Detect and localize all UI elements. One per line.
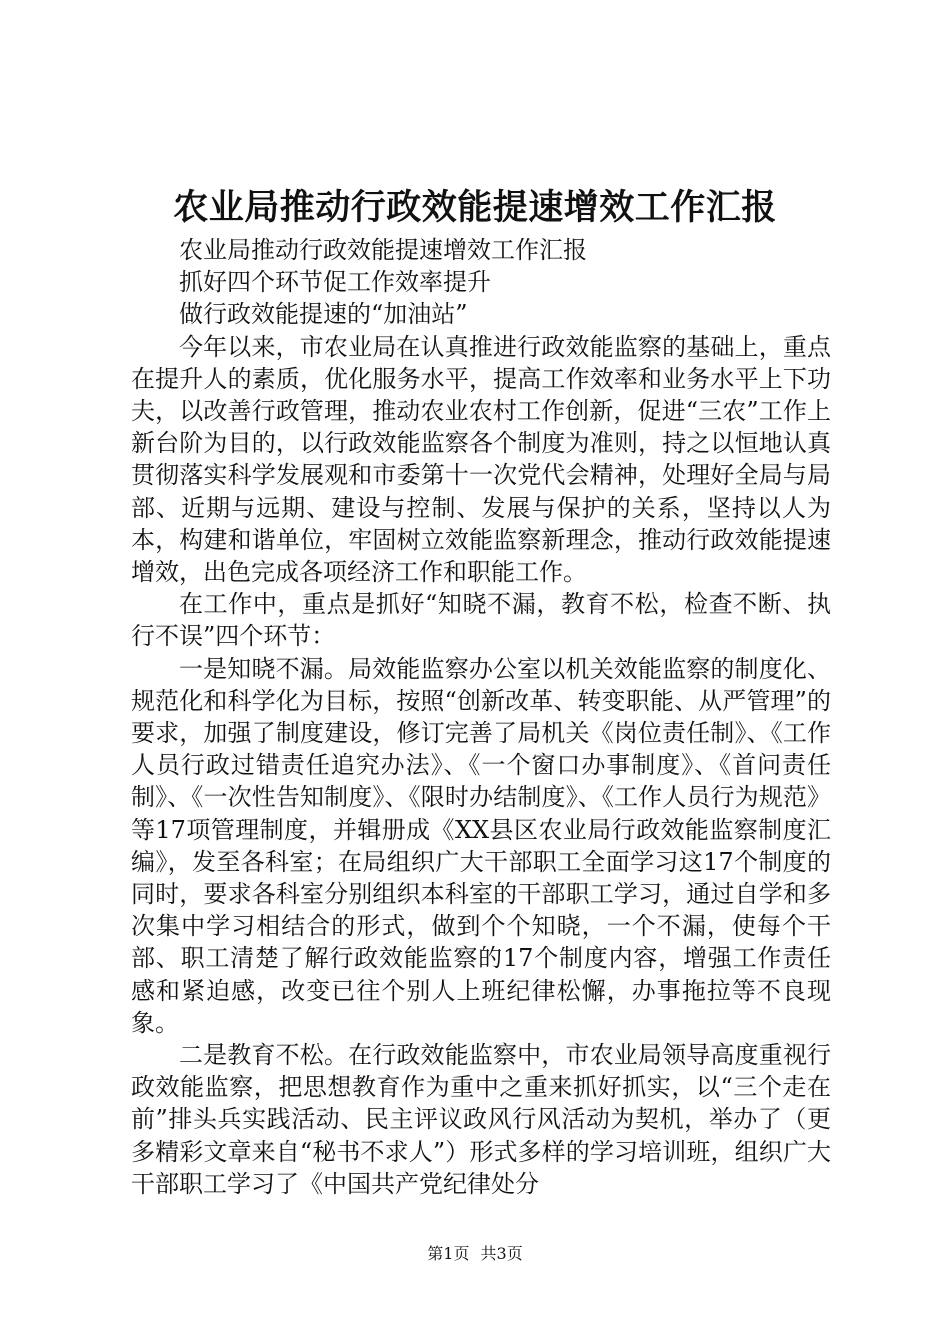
- paragraph-four-links: 在工作中，重点是抓好“知晓不漏，教育不松，检查不断、执行不误”四个环节：: [131, 590, 831, 651]
- paragraph-subtitle-1: 农业局推动行政效能提速增效工作汇报: [179, 236, 587, 264]
- document-title: 农业局推动行政效能提速增效工作汇报: [173, 187, 777, 228]
- page-total: 共3页: [480, 1244, 523, 1263]
- document-body: [131, 234, 831, 1200]
- paragraph-point-two: 二是教育不松。在行政效能监察中，市农业局领导高度重视行政效能监察，把思想教育作为重中之重来抓好抓实，以“三个走在前”排头兵实践活动、民主评议政风行风活动为契机，举办了（更多精彩文章来自“秘书不求人”）形式多样的学习培训班，组织广大干部职工学习了《中国共产党纪律处分: [131, 1041, 831, 1198]
- page-footer: [0, 1243, 950, 1265]
- paragraph-subtitle-3: 做行政效能提速的“加油站”: [179, 300, 468, 329]
- page-number: 第1页: [427, 1244, 470, 1263]
- paragraph-intro: 今年以来，市农业局在认真推进行政效能监察的基础上，重点在提升人的素质，优化服务水平，提高工作效率和业务水平上下功夫，以改善行政管理，推动农业农村工作创新，促进“三农”工作上新台阶为目的，以行政效能监察各个制度为准则，持之以恒地认真贯彻落实科学发展观和市委第十一次党代会精神，处理好全局与局部、近期与远期、建设与控制、发展与保护的关系，坚持以人为本，构建和谐单位，牢固树立效能监察新理念，推动行政效能提速增效，出色完成各项经济工作和职能工作。: [131, 332, 831, 587]
- paragraph-subtitle-2: 抓好四个环节促工作效率提升: [179, 268, 491, 297]
- paragraph-point-one: 一是知晓不漏。局效能监察办公室以机关效能监察的制度化、规范化和科学化为目标，按照“创新改革、转变职能、从严管理”的要求，加强了制度建设，修订完善了局机关《岗位责任制》、《工作人员行政过错责任追究办法》、《一个窗口办事制度》、《首问责任制》、《一次性告知制度》、《限时办结制度》、《工作人员行为规范》等17项管理制度，并辑册成《XX县区农业局行政效能监察制度汇编》，发至各科室；在局组织广大干部职工全面学习这17个制度的同时，要求各科室分别组织本科室的干部职工学习，通过自学和多次集中学习相结合的形式，做到个个知晓，一个不漏，使每个干部、职工清楚了解行政效能监察的17个制度内容，增强工作责任感和紧迫感，改变已往个别人上班纪律松懈，办事拖拉等不良现象。: [131, 654, 831, 1037]
